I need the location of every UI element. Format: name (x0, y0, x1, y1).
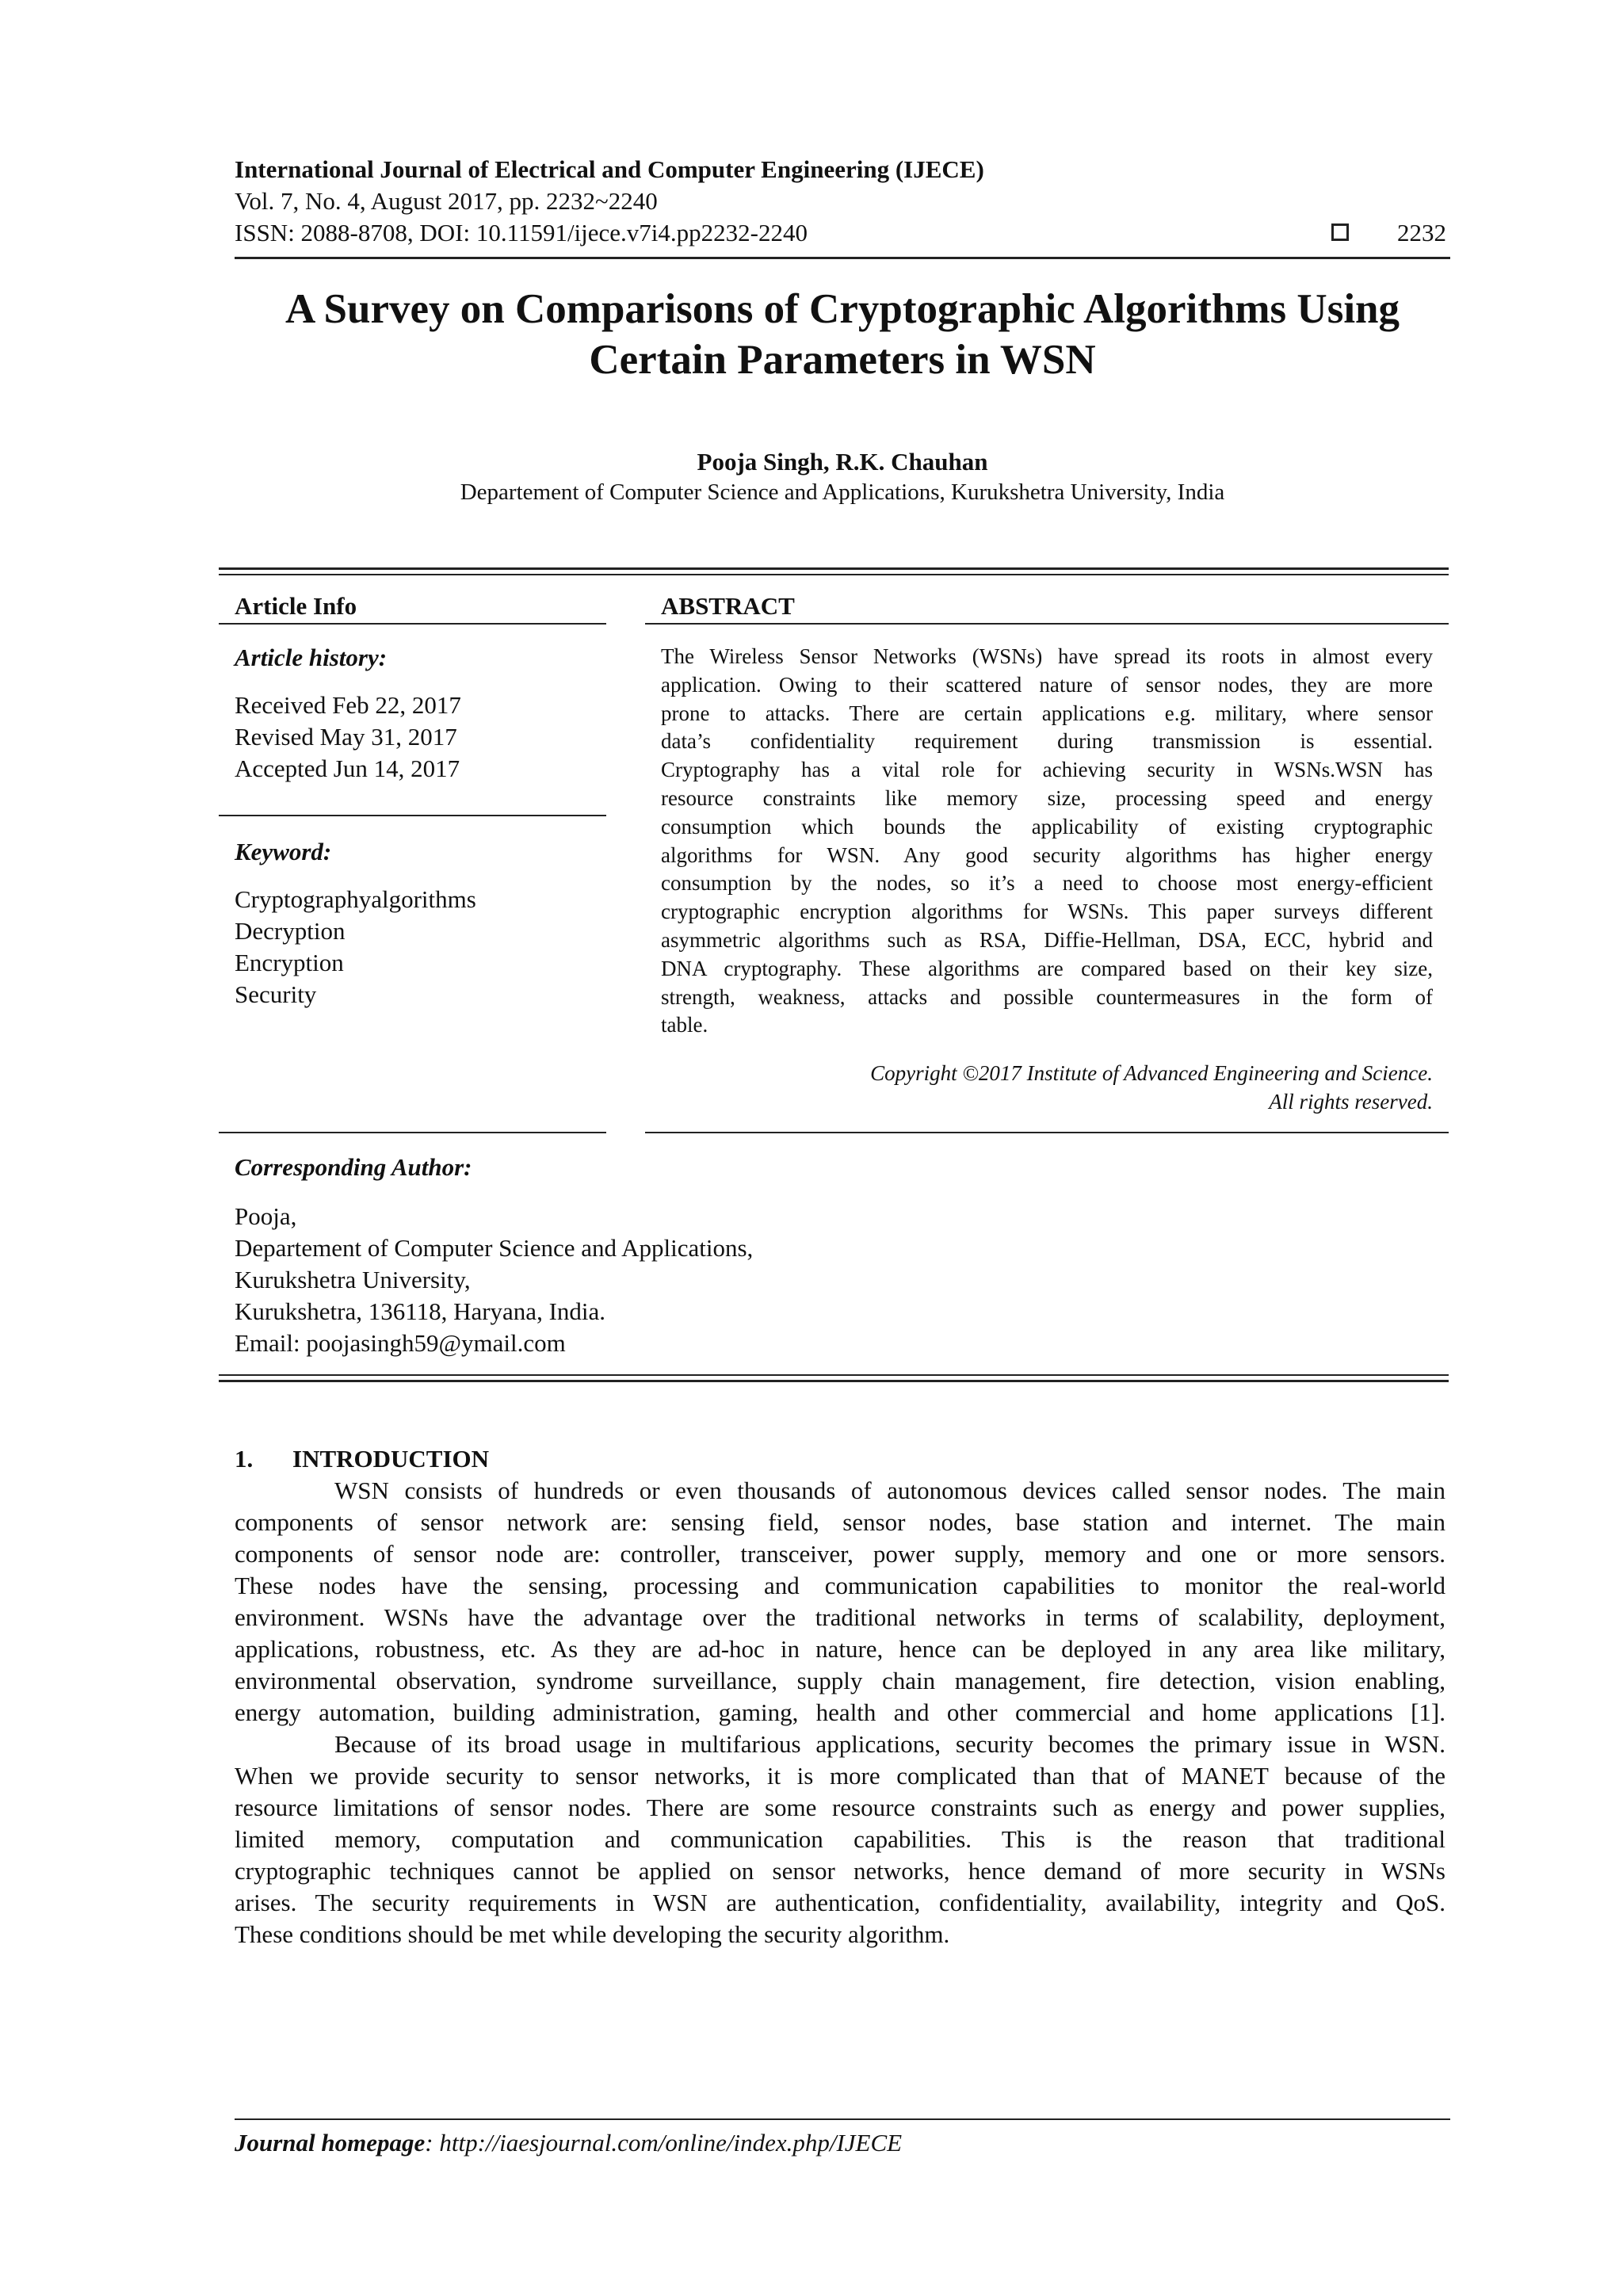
section-heading-introduction (235, 1445, 489, 1473)
article-history-list (235, 690, 461, 785)
keyword-heading: Keyword: (235, 838, 332, 865)
corresponding-dept: Departement of Computer Science and Applications, (235, 1234, 754, 1262)
title-line-2: Certain Parameters in WSN (589, 337, 1096, 383)
corresponding-email: Email: poojasingh59@ymail.com (235, 1329, 566, 1357)
paragraph-line: Because of its broad usage in multifarious applications, security becomes the primary issue in WSN. (334, 1730, 1445, 1758)
abstract-line: prone to attacks. There are certain applications e.g. military, where sensor (661, 701, 1433, 725)
authors: Pooja Singh, R.K. Chauhan (697, 448, 988, 476)
abstract-line: data’s confidentiality requirement during transmission is essential. (661, 729, 1433, 754)
paragraph-line: cryptographic techniques cannot be applied on sensor networks, hence demand of more security in WSNs (235, 1857, 1445, 1885)
paragraph-line: environmental observation, syndrome surveillance, supply chain management, fire detection, vision enabling, (235, 1667, 1445, 1694)
paragraph-line: limited memory, computation and communication capabilities. This is the reason that traditional (235, 1825, 1445, 1853)
abstract-bottom-rule (645, 1132, 1449, 1133)
abstract-heading: ABSTRACT (661, 592, 795, 620)
section-number: 1. (235, 1445, 254, 1473)
paragraph-line: environment. WSNs have the advantage over the traditional networks in terms of scalability, deployment, (235, 1603, 1445, 1631)
paragraph-line: resource limitations of sensor nodes. There are some resource constraints such as energy and power supplies, (235, 1794, 1445, 1821)
article-history-heading: Article history: (235, 644, 388, 671)
paragraph-line: These nodes have the sensing, processing and communication capabilities to monitor the real-world (235, 1572, 1445, 1599)
abstract-line: table. (661, 1013, 708, 1037)
abstract-rule (645, 623, 1449, 625)
history-revised: Revised May 31, 2017 (235, 723, 457, 751)
header-rule (235, 257, 1450, 259)
paper-title (235, 284, 1450, 385)
corresponding-address: Kurukshetra, 136118, Haryana, India. (235, 1297, 606, 1325)
issn-line: ISSN: 2088-8708, DOI: 10.11591/ijece.v7i4.pp2232-2240 (235, 219, 808, 246)
intro-paragraph-2 (235, 1729, 1445, 1950)
info-box-bottom-rule (219, 1374, 1449, 1376)
paragraph-line: WSN consists of hundreds or even thousands of autonomous devices called sensor nodes. The main (334, 1477, 1445, 1504)
homepage-colon: : (425, 2129, 433, 2157)
history-accepted: Accepted Jun 14, 2017 (235, 755, 460, 782)
abstract-line: algorithms for WSN. Any good security algorithms has higher energy (661, 842, 1433, 867)
paragraph-line: When we provide security to sensor networks, it is more complicated than that of MANET because of the (235, 1762, 1445, 1790)
abstract-line: Cryptography has a vital role for achieving security in WSNs.WSN has (661, 758, 1433, 782)
checkbox-icon (1331, 223, 1349, 241)
affiliation: Departement of Computer Science and Applications, Kurukshetra University, India (460, 479, 1225, 505)
abstract-line: consumption which bounds the applicability of existing cryptographic (661, 814, 1433, 839)
page-number: 2232 (1397, 219, 1446, 246)
homepage-url-link[interactable]: http://iaesjournal.com/online/index.php/IJECE (439, 2129, 903, 2157)
journal-homepage (235, 2129, 902, 2157)
abstract-body (661, 643, 1433, 1040)
abstract-line: resource constraints like memory size, processing speed and energy (661, 785, 1433, 810)
keyword-item: Encryption (235, 949, 344, 976)
corresponding-university: Kurukshetra University, (235, 1266, 471, 1293)
section-title: INTRODUCTION (292, 1445, 490, 1473)
abstract-line: cryptographic encryption algorithms for WSNs. This paper surveys different (661, 900, 1433, 924)
title-line-1: A Survey on Comparisons of Cryptographic Algorithms Using (285, 286, 1400, 332)
abstract-line: consumption by the nodes, so it’s a need to choose most energy-efficient (661, 871, 1433, 896)
footer-rule (235, 2118, 1450, 2120)
copyright-notice (661, 1059, 1433, 1116)
abstract-line: asymmetric algorithms such as RSA, Diffie-Hellman, DSA, ECC, hybrid and (661, 927, 1433, 952)
abstract-line: strength, weakness, attacks and possible countermeasures in the form of (661, 984, 1433, 1009)
abstract-line: DNA cryptography. These algorithms are compared based on their key size, (661, 956, 1433, 980)
paragraph-line: energy automation, building administration, gaming, health and other commercial and home applications [1]. (235, 1698, 1445, 1726)
corresponding-details (235, 1201, 753, 1359)
info-box-top-rule-inner (219, 574, 1449, 575)
abstract-line: application. Owing to their scattered nature of sensor nodes, they are more (661, 672, 1433, 697)
paragraph-line: components of sensor network are: sensing field, sensor nodes, base station and internet. The main (235, 1508, 1445, 1536)
volume-line: Vol. 7, No. 4, August 2017, pp. 2232~2240 (235, 187, 658, 215)
corresponding-name: Pooja, (235, 1202, 297, 1230)
article-info-heading: Article Info (235, 592, 357, 620)
history-received: Received Feb 22, 2017 (235, 691, 461, 719)
keyword-item: Security (235, 980, 317, 1008)
intro-paragraph-1 (235, 1475, 1445, 1729)
homepage-label: Journal homepage (235, 2129, 426, 2157)
corresponding-heading: Corresponding Author: (235, 1153, 472, 1181)
abstract-line: The Wireless Sensor Networks (WSNs) have spread its roots in almost every (661, 644, 1433, 668)
paragraph-line: arises. The security requirements in WSN are authentication, confidentiality, availability, integrity and QoS. (235, 1889, 1445, 1916)
paragraph-line: applications, robustness, etc. As they are ad-hoc in nature, hence can be deployed in any area like military, (235, 1635, 1445, 1663)
paragraph-line: components of sensor node are: controller, transceiver, power supply, memory and one or more sensors. (235, 1540, 1445, 1568)
paragraph-line: These conditions should be met while developing the security algorithm. (235, 1920, 950, 1948)
keyword-list (235, 884, 476, 1010)
article-info-rule (219, 623, 606, 625)
copyright-line-2: All rights reserved. (1269, 1090, 1433, 1114)
journal-name: International Journal of Electrical and Computer Engineering (IJECE) (235, 155, 984, 183)
keyword-item: Cryptographyalgorithms (235, 885, 476, 913)
copyright-line-1: Copyright ©2017 Institute of Advanced Engineering and Science. (870, 1061, 1433, 1085)
keyword-item: Decryption (235, 917, 346, 945)
info-box-top-rule (219, 567, 1449, 570)
keyword-rule (219, 815, 606, 816)
info-box-bottom-rule-inner (219, 1380, 1449, 1382)
article-info-bottom-rule (219, 1132, 606, 1133)
